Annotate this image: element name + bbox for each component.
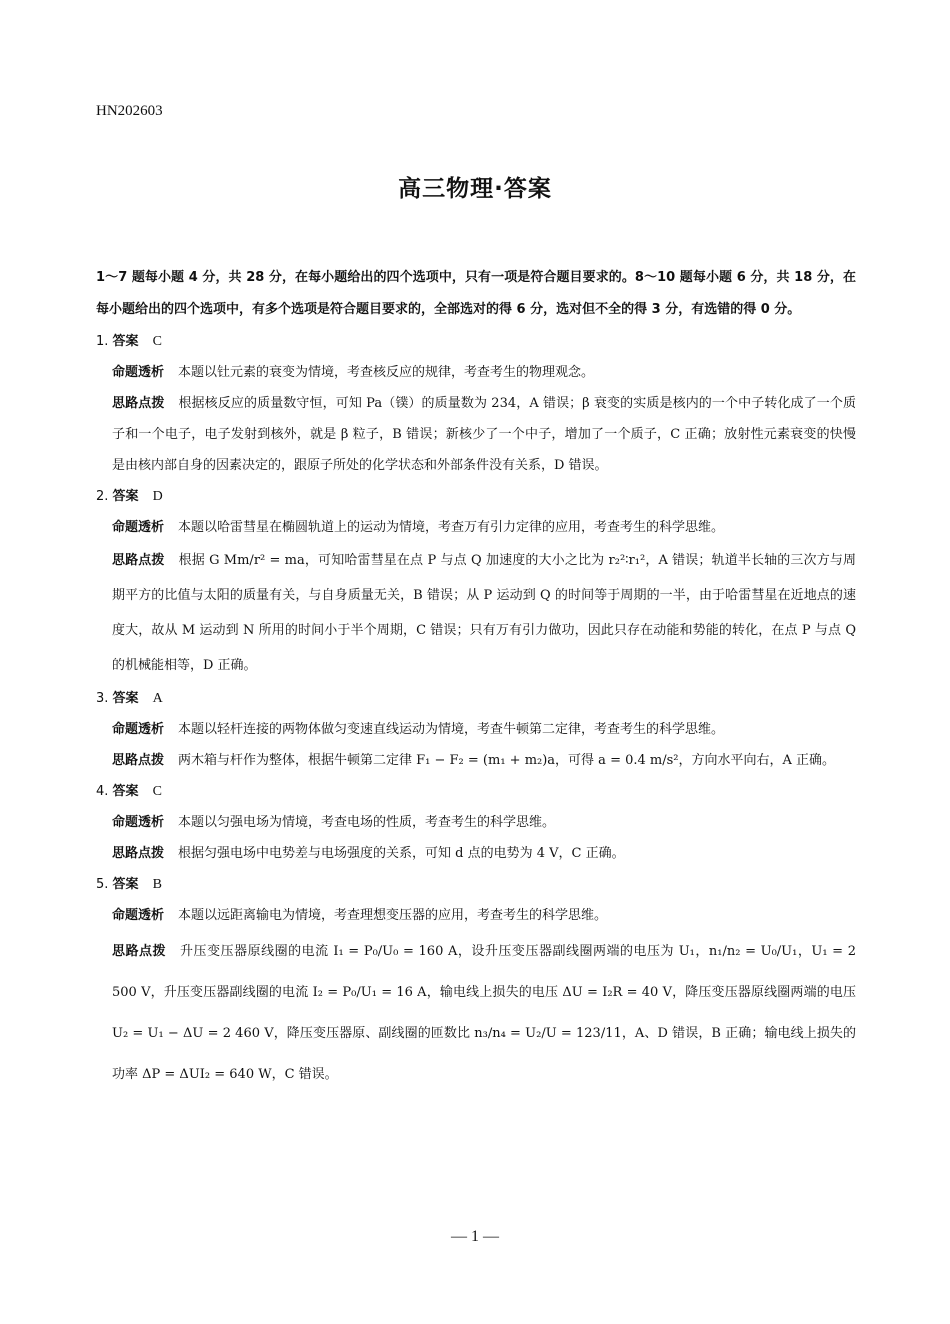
intent-section — [96, 900, 856, 931]
intent-section — [96, 512, 856, 543]
question-block — [96, 869, 856, 1095]
intent-label: 命题透析 — [112, 520, 165, 535]
analysis-label: 思路点拨 — [112, 944, 167, 959]
intent-text: 本题以匀强电场为情境，考查电场的性质，考查考生的科学思维。 — [178, 815, 556, 830]
question-number: 3. — [96, 691, 109, 706]
intent-label: 命题透析 — [112, 908, 165, 923]
intent-text: 本题以哈雷彗星在椭圆轨道上的运动为情境，考查万有引力定律的应用，考查考生的科学思维。 — [178, 520, 725, 535]
intent-label: 命题透析 — [112, 365, 165, 380]
intent-label: 命题透析 — [112, 815, 165, 830]
answer-label: 答案 — [112, 691, 139, 706]
question-block — [96, 326, 856, 481]
page-title: 高三物理·答案 — [398, 176, 552, 202]
answer-label: 答案 — [112, 334, 139, 349]
answer-line — [96, 326, 856, 357]
intent-section — [96, 357, 856, 388]
analysis-text: 根据匀强电场中电势差与电场强度的关系，可知 d 点的电势为 4 V，C 正确。 — [178, 846, 625, 861]
intent-text: 本题以远距离输电为情境，考查理想变压器的应用，考查考生的科学思维。 — [178, 908, 608, 923]
intent-text: 本题以钍元素的衰变为情境，考查核反应的规律，考查考生的物理观念。 — [178, 365, 595, 380]
question-number: 4. — [96, 784, 109, 799]
analysis-text: 升压变压器原线圈的电流 I₁ = P₀/U₀ = 160 A，设升压变压器副线圈两端的电压为 U₁，n₁/n₂ = U₀/U₁，U₁ = 2 500 V，升压变压器副线圈的电流 I₂ = P₀/U₁ = 16 A，输电线上损失的电压 ΔU = I₂R = 40 V，降压变压器原线圈两端的电压 U₂ = U₁ − ΔU = 2 460 V，降压变压器原、副线圈的匝数比 n₃/n₄ = U₂/U = 123/11，A、D 错误，B 正确；输电线上损失的功率 ΔP = ΔUI₂ = 640 W，C 错误。 — [112, 944, 856, 1082]
analysis-label: 思路点拨 — [112, 396, 165, 411]
answer-value: D — [152, 489, 163, 504]
intent-section — [96, 714, 856, 745]
analysis-text: 两木箱与杆作为整体，根据牛顿第二定律 F₁ − F₂ = (m₁ + m₂)a，可得 a = 0.4 m/s²，方向水平向右，A 正确。 — [178, 753, 836, 768]
scoring-instructions: 1～7 题每小题 4 分，共 28 分，在每小题给出的四个选项中，只有一项是符合题目要求的。8～10 题每小题 6 分，共 18 分，在每小题给出的四个选项中，有多个选项是符合题目要求的，全部选对的得 6 分，选对但不全的得 3 分，有选错的得 0 分。 — [96, 270, 856, 317]
analysis-section — [96, 931, 856, 1095]
analysis-label: 思路点拨 — [112, 753, 165, 768]
exam-code: HN202603 — [96, 103, 163, 119]
analysis-label: 思路点拨 — [112, 553, 165, 568]
answer-line — [96, 776, 856, 807]
intent-label: 命题透析 — [112, 722, 165, 737]
answer-line — [96, 481, 856, 512]
answer-line — [96, 869, 856, 900]
answer-value: C — [152, 784, 162, 799]
question-number: 5. — [96, 877, 109, 892]
question-number: 1. — [96, 334, 109, 349]
answer-line — [96, 683, 856, 714]
answer-content — [96, 262, 856, 1095]
analysis-label: 思路点拨 — [112, 846, 165, 861]
question-block — [96, 481, 856, 683]
analysis-text: 根据 G Mm/r² = ma，可知哈雷彗星在点 P 与点 Q 加速度的大小之比为 r₂²∶r₁²，A 错误；轨道半长轴的三次方与周期平方的比值与太阳的质量有关，与自身质量无关，B 错误；从 P 运动到 Q 的时间等于周期的一半，由于哈雷彗星在近地点的速度大，故从 M 运动到 N 所用的时间小于半个周期，C 错误；只有万有引力做功，因此只存在动能和势能的转化，在点 P 与点 Q 的机械能相等，D 正确。 — [112, 553, 856, 673]
question-block — [96, 776, 856, 869]
answer-label: 答案 — [112, 784, 139, 799]
answer-label: 答案 — [112, 877, 139, 892]
answer-label: 答案 — [112, 489, 139, 504]
intent-text: 本题以轻杆连接的两物体做匀变速直线运动为情境，考查牛顿第二定律，考查考生的科学思维。 — [178, 722, 725, 737]
question-number: 2. — [96, 489, 109, 504]
analysis-text: 根据核反应的质量数守恒，可知 Pa（镤）的质量数为 234，A 错误；β 衰变的实质是核内的一个中子转化成了一个质子和一个电子，电子发射到核外，就是 β 粒子，B 错误；新核少了一个中子，增加了一个质子，C 正确；放射性元素衰变的快慢是由核内部自身的因素决定的，跟原子所处的化学状态和外部条件没有关系，D 错误。 — [112, 396, 856, 473]
analysis-section — [96, 388, 856, 481]
answer-value: B — [152, 877, 162, 892]
answer-value: A — [152, 691, 163, 706]
analysis-section — [96, 838, 856, 869]
page-number: — 1 — — [451, 1228, 499, 1245]
answer-value: C — [152, 334, 162, 349]
intent-section — [96, 807, 856, 838]
analysis-section — [96, 543, 856, 683]
analysis-section — [96, 745, 856, 776]
question-block — [96, 683, 856, 776]
